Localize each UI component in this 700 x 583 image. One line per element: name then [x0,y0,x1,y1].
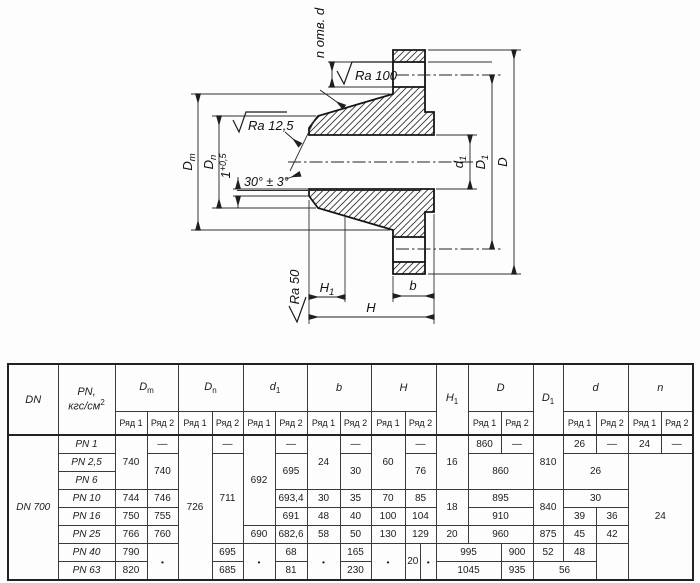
subheader-ryad: Ряд 2 [405,412,436,436]
flange-dimensions-table [7,363,694,581]
cell-b2: 30 [340,454,371,490]
cell-Dm2: • [147,544,178,581]
cell-d12: 693,4 [275,490,307,508]
cell-D1c: 935 [501,562,533,581]
subheader-ryad: Ряд 2 [501,412,533,436]
cell-H2: — [405,435,436,454]
subheader-ryad: Ряд 1 [371,412,405,436]
cell-D: 960 [468,526,533,544]
cell-d1: 26 [563,435,596,454]
table-row-pn63 [8,562,693,581]
subheader-ryad: Ряд 1 [178,412,212,436]
cell-D: 895 [468,490,533,508]
cell-d2: — [596,435,628,454]
col-header-pn: PN, кгс/$см^2$ [58,364,115,435]
table-row-pn25 [8,526,693,544]
table-row-pn2-5 [8,454,693,472]
dim-label-d1: $d_1$ [451,155,469,169]
cell-H2: 104 [405,508,436,526]
cell-d2: 48 [563,544,596,562]
cell-H2: 85 [405,490,436,508]
cell-d1: 52 [533,544,563,562]
subheader-ryad: Ряд 2 [340,412,371,436]
col-header-d1: $d_1$ [243,364,307,412]
cell-d11: 692 [243,435,275,526]
cell-H1c-right: • [426,556,430,567]
bolt-hole-upper [392,63,426,86]
cell-n1: 24 [628,435,661,454]
col-header-D1: $D_1$ [533,364,563,435]
col-header-Dn: $D_n$ [178,364,243,412]
cell-b2: — [340,435,371,454]
subheader-ryad: Ряд 1 [307,412,340,436]
cell-b1: 24 [307,435,340,490]
header-row-symbols [8,364,693,412]
cell-Dm1: 750 [115,508,147,526]
cell-D2: — [501,435,533,454]
table-row-pn40 [8,544,693,562]
pn-cell: PN 40 [58,544,115,562]
subheader-ryad: Ряд 1 [628,412,661,436]
dim-label-D: D [495,157,510,167]
subheader-ryad: Ряд 2 [661,412,693,436]
cell-n2: — [661,435,693,454]
col-header-dn: DN [8,364,58,435]
cell-H1: 165 [340,544,371,562]
cell-H2: 129 [405,526,436,544]
cell-b2: • [307,544,340,581]
cell-Dm2: 740 [147,454,178,490]
cell-H1: 70 [371,490,405,508]
cell-d12: 691 [275,508,307,526]
cell-b1: 68 [275,544,307,562]
cell-Dm2: — [147,435,178,454]
cell-b2: 35 [340,490,371,508]
subheader-ryad: Ряд 1 [468,412,501,436]
pn-cell: PN 6 [58,472,115,490]
subheader-ryad: Ряд 1 [243,412,275,436]
cell-D: 995 [436,544,501,562]
cell-D1: 860 [468,435,501,454]
cell-H1c-split [405,544,436,581]
dim-label-D1: $D_1$ [473,154,491,170]
col-header-Dm: $D_m$ [115,364,178,412]
cell-D1c: 810 [533,435,563,490]
cell-D: 1045 [436,562,501,581]
cell-b1: 81 [275,562,307,581]
cell-Dm2: 760 [147,526,178,544]
cell-Dn2: 711 [212,454,243,544]
cell-d12: • [243,544,275,581]
cell-d2: 36 [596,508,628,526]
cell-d2: 42 [596,526,628,544]
table-row-pn10 [8,490,693,508]
cell-Dm1: 740 [115,435,147,490]
cell-d: 56 [533,562,596,581]
pn-cell: PN 10 [58,490,115,508]
subheader-ryad: Ряд 1 [563,412,596,436]
dim-label-Dm: $D_m$ [180,153,198,171]
col-header-d: d [563,364,628,412]
bolt-holes-label: n отв. d [312,7,327,59]
cell-b1: 48 [307,508,340,526]
cell-D: 860 [468,454,533,490]
bevel-angle-label: 30° ± 3° [244,175,289,189]
cell-Dm1: 820 [115,562,147,581]
col-header-H: H [371,364,436,412]
col-header-n: n [628,364,693,412]
cell-D: 910 [468,508,533,526]
cell-b2: 50 [340,526,371,544]
dim-label-H1: $H_1$ [319,280,335,298]
cell-H1: 100 [371,508,405,526]
cell-d12: 695 [275,454,307,490]
dim-label-land: $1^{+0,5}$ [218,153,233,179]
cell-b1: 30 [307,490,340,508]
dim-label-b: b [409,278,417,293]
cell-H1: 130 [371,526,405,544]
ra125-label: Ra 12,5 [248,118,294,133]
subheader-ryad: Ряд 2 [212,412,243,436]
cell-d11: 695 [212,544,243,562]
pn-cell: PN 2,5 [58,454,115,472]
cell-d1: 45 [563,526,596,544]
cell-D1c: 840 [533,490,563,526]
cell-Dm2: 746 [147,490,178,508]
cell-H1: 60 [371,435,405,490]
pn-cell: PN 63 [58,562,115,581]
cell-H2: 76 [405,454,436,490]
pn-cell: PN 25 [58,526,115,544]
cell-b2: 40 [340,508,371,526]
cell-Dm1: 790 [115,544,147,562]
cell-H1c: 18 [436,490,468,526]
table-row-pn16 [8,508,693,526]
cell-D1c: 875 [533,526,563,544]
cell-D1c: 900 [501,544,533,562]
cell-d11: 685 [212,562,243,581]
cell-n: 24 [628,454,693,581]
ra100-label: Ra 100 [355,68,397,83]
dn-value-cell: DN 700 [8,435,58,580]
cell-d: 30 [563,490,628,508]
cell-d12: 682,6 [275,526,307,544]
cell-Dm2: 755 [147,508,178,526]
subheader-ryad: Ряд 2 [596,412,628,436]
cell-H1c: 16 [436,435,468,490]
bolt-hole-lower [392,238,426,261]
dimension-table-wrapper [7,363,700,581]
cell-Dn1: 726 [178,435,212,580]
extension-lines [191,50,521,324]
col-header-b: b [307,364,371,412]
cell-Dm1: 744 [115,490,147,508]
subheader-ryad: Ряд 2 [147,412,178,436]
cell-d11: 690 [243,526,275,544]
col-header-D: D [468,364,533,412]
cell-H1c-left: 20 [406,544,422,579]
cell-b1: 58 [307,526,340,544]
cell-d1: 39 [563,508,596,526]
pn-cell: PN 1 [58,435,115,454]
dim-label-H: H [366,300,376,315]
subheader-ryad: Ряд 2 [275,412,307,436]
ra50-label: Ra 50 [287,269,302,305]
cell-H2: • [371,544,405,581]
cell-H1c: 20 [436,526,468,544]
subheader-ryad: Ряд 1 [115,412,147,436]
cell-H1: 230 [340,562,371,581]
table-row-pn1 [8,435,693,454]
col-header-H1: $H_1$ [436,364,468,435]
cell-Dn2: — [212,435,243,454]
dim-label-Dn: $D_n$ [201,154,219,170]
cell-d: 26 [563,454,628,490]
cell-Dm1: 766 [115,526,147,544]
pn-cell: PN 16 [58,508,115,526]
cell-d12: — [275,435,307,454]
